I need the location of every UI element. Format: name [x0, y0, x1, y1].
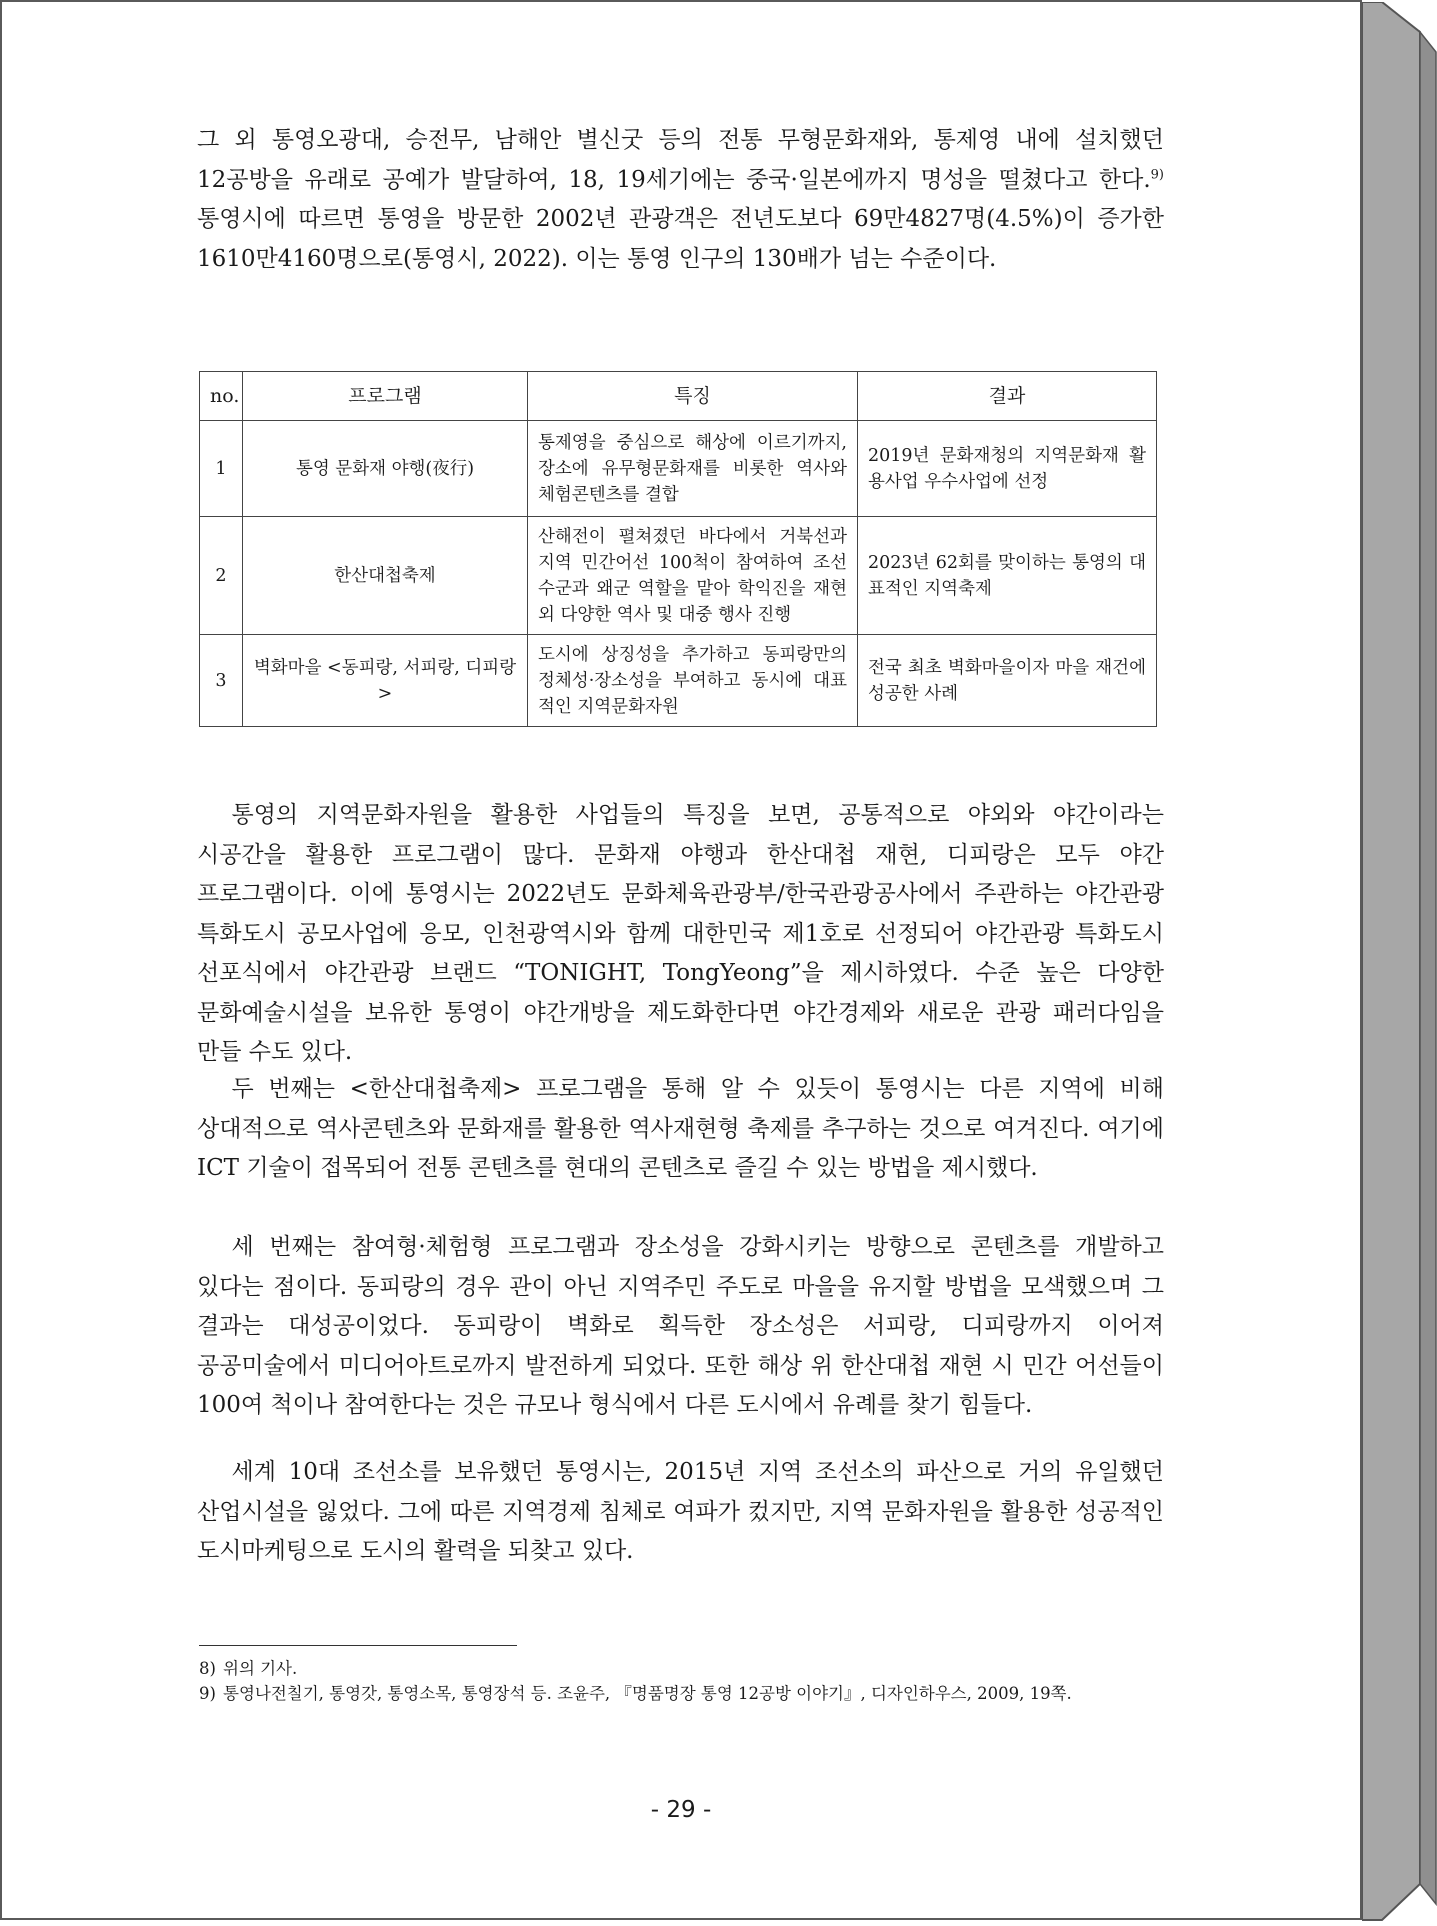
footnote-divider: [199, 1645, 517, 1646]
intro-text-part2: 통영시에 따르면 통영을 방문한 2002년 관광객은 전년도보다 69만4827명(4.5%)이 증가한 1610만4160명으로(통영시, 2022). 이는 통영 인구의 130배가 넘는 수준이다.: [197, 206, 1164, 272]
table-row: [200, 517, 1157, 635]
row-no: 2: [200, 517, 243, 635]
row-result: 2023년 62회를 맞이하는 통영의 대표적인 지역축제: [858, 517, 1157, 635]
footnote-number: 9): [199, 1684, 216, 1703]
body-paragraph-1: 통영의 지역문화자원을 활용한 사업들의 특징을 보면, 공통적으로 야외와 야간이라는 시공간을 활용한 프로그램이 많다. 문화재 야행과 한산대첩 재현, 디피랑은 모두 야간 프로그램이다. 이에 통영시는 2022년도 문화체육관광부/한국관광공사에서 주관하는 야간관광 특화도시 공모사업에 응모, 인천광역시와 함께 대한민국 제1호로 선정되어 야간관광 특화도시 선포식에서 야간관광 브랜드 “TONIGHT, TongYeong”을 제시하였다. 수준 높은 다양한 문화예술시설을 보유한 통영이 야간개방을 제도화한다면 야간경제와 새로운 관광 패러다임을 만들 수도 있다.: [197, 802, 1164, 1065]
table-row: [200, 421, 1157, 517]
program-table: [199, 371, 1157, 727]
header-feature: 특징: [528, 372, 858, 421]
row-feature: 산해전이 펼쳐졌던 바다에서 거북선과 지역 민간어선 100척이 참여하여 조선 수군과 왜군 역할을 맡아 학익진을 재현 외 다양한 역사 및 대중 행사 진행: [528, 517, 858, 635]
body-paragraph-2: 두 번째는 <한산대첩축제> 프로그램을 통해 알 수 있듯이 통영시는 다른 지역에 비해 상대적으로 역사콘텐츠와 문화재를 활용한 역사재현형 축제를 추구하는 것으로 여겨진다. 여기에 ICT 기술이 접목되어 전통 콘텐츠를 현대의 콘텐츠로 즐길 수 있는 방법을 제시했다.: [197, 1076, 1164, 1181]
row-program: 한산대첩축제: [243, 517, 528, 635]
table-row: [200, 635, 1157, 727]
row-result: 전국 최초 벽화마을이자 마을 재건에 성공한 사례: [858, 635, 1157, 727]
page-stack-edge: [1362, 2, 1437, 1924]
intro-paragraph: [197, 121, 1164, 279]
footnote-ref-9[interactable]: 9): [1150, 166, 1164, 182]
page-number: - 29 -: [650, 1797, 712, 1823]
footnote-text: 위의 기사.: [223, 1659, 298, 1678]
footnote-9: [199, 1682, 1159, 1706]
row-no: 3: [200, 635, 243, 727]
body-paragraph-3: 세 번째는 참여형·체험형 프로그램과 장소성을 강화시키는 방향으로 콘텐츠를 개발하고 있다는 점이다. 동피랑의 경우 관이 아닌 지역주민 주도로 마을을 유지할 방법을 모색했으며 그 결과는 대성공이었다. 동피랑이 벽화로 획득한 장소성은 서피랑, 디피랑까지 이어져 공공미술에서 미디어아트로까지 발전하게 되었다. 또한 해상 위 한산대첩 재현 시 민간 어선들이 100여 척이나 참여한다는 것은 규모나 형식에서 다른 도시에서 유례를 찾기 힘들다.: [197, 1234, 1164, 1418]
row-feature: 통제영을 중심으로 해상에 이르기까지, 장소에 유무형문화재를 비롯한 역사와 체험콘텐츠를 결합: [528, 421, 858, 517]
header-program: 프로그램: [243, 372, 528, 421]
row-no: 1: [200, 421, 243, 517]
row-program: 벽화마을 <동피랑, 서피랑, 디피랑>: [243, 635, 528, 727]
intro-text-part1: 그 외 통영오광대, 승전무, 남해안 별신굿 등의 전통 무형문화재와, 통제영 내에 설치했던 12공방을 유래로 공예가 발달하여, 18, 19세기에는 중국·일본에까지 명성을 떨쳤다고 한다.: [197, 127, 1164, 193]
body-paragraph-4: 세계 10대 조선소를 보유했던 통영시는, 2015년 지역 조선소의 파산으로 거의 유일했던 산업시설을 잃었다. 그에 따른 지역경제 침체로 여파가 컸지만, 지역 문화자원을 활용한 성공적인 도시마케팅으로 도시의 활력을 되찾고 있다.: [197, 1459, 1164, 1564]
footnote-number: 8): [199, 1659, 216, 1678]
row-feature: 도시에 상징성을 추가하고 동피랑만의 정체성·장소성을 부여하고 동시에 대표적인 지역문화자원: [528, 635, 858, 727]
table-header-row: [200, 372, 1157, 421]
row-program: 통영 문화재 야행(夜行): [243, 421, 528, 517]
footnote-8: [199, 1657, 1159, 1681]
row-result: 2019년 문화재청의 지역문화재 활용사업 우수사업에 선정: [858, 421, 1157, 517]
header-no: no.: [200, 372, 243, 421]
header-result: 결과: [858, 372, 1157, 421]
footnote-text: 통영나전칠기, 통영갓, 통영소목, 통영장석 등. 조윤주, 『명품명장 통영 12공방 이야기』, 디자인하우스, 2009, 19쪽.: [223, 1684, 1072, 1703]
footnotes: [199, 1657, 1159, 1707]
